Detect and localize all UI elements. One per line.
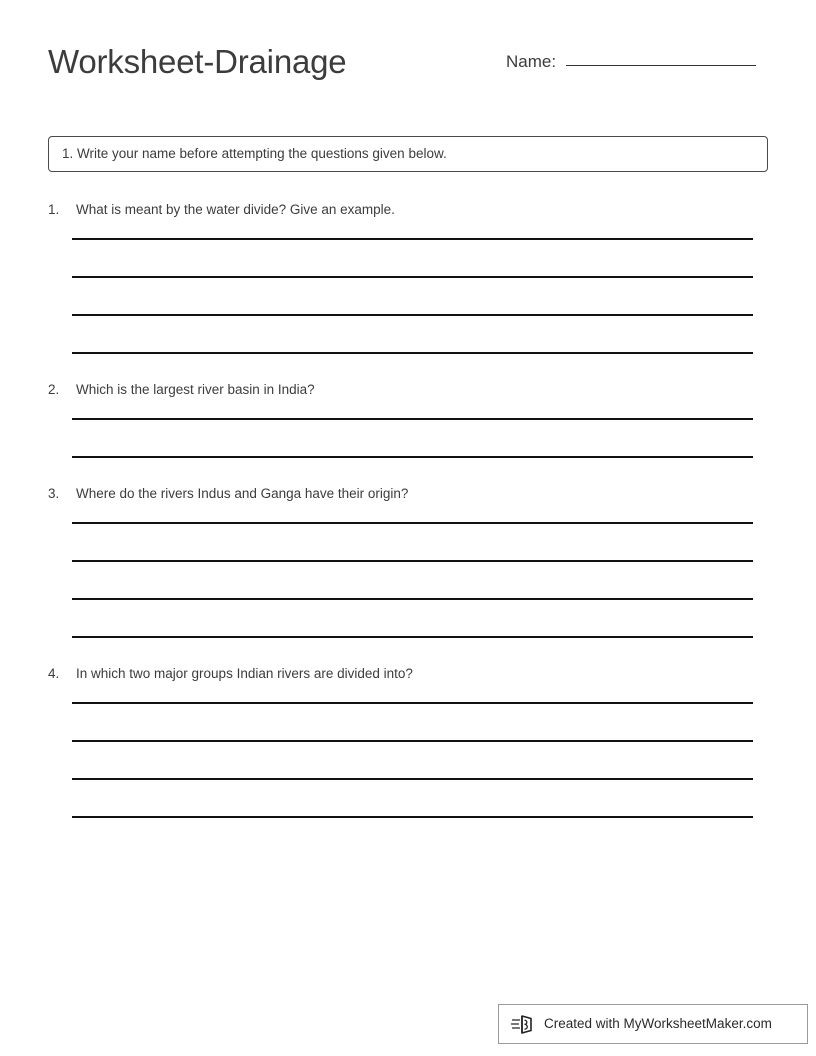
question-block	[48, 664, 768, 818]
answer-line[interactable]	[72, 816, 753, 818]
answer-line[interactable]	[72, 276, 753, 278]
question-number: 3.	[48, 486, 60, 501]
answer-line[interactable]	[72, 778, 753, 780]
answer-lines	[72, 522, 768, 638]
question-spacer	[48, 638, 768, 664]
question-text: Which is the largest river basin in India?	[76, 382, 315, 397]
footer-badge[interactable]	[498, 1004, 808, 1044]
answer-line[interactable]	[72, 238, 753, 240]
question-text: What is meant by the water divide? Give an example.	[76, 202, 395, 217]
question-spacer	[48, 354, 768, 380]
question-text: Where do the rivers Indus and Ganga have their origin?	[76, 486, 409, 501]
question-row	[48, 664, 768, 684]
answer-line[interactable]	[72, 456, 753, 458]
name-input-line[interactable]	[566, 65, 756, 66]
instruction-box	[48, 136, 768, 172]
worksheet-header	[48, 42, 768, 98]
worksheet-maker-logo-icon	[511, 1013, 537, 1035]
question-number: 1.	[48, 202, 60, 217]
answer-line[interactable]	[72, 636, 753, 638]
question-row	[48, 484, 768, 504]
question-number: 4.	[48, 666, 60, 681]
name-label: Name:	[506, 52, 557, 71]
question-text: In which two major groups Indian rivers are divided into?	[76, 666, 413, 681]
name-field-group	[506, 51, 756, 73]
question-block	[48, 200, 768, 354]
answer-lines	[72, 702, 768, 818]
question-block	[48, 484, 768, 638]
answer-line[interactable]	[72, 598, 753, 600]
answer-line[interactable]	[72, 702, 753, 704]
question-spacer	[48, 458, 768, 484]
answer-line[interactable]	[72, 560, 753, 562]
question-row	[48, 200, 768, 220]
question-block	[48, 380, 768, 458]
questions-list	[48, 200, 768, 818]
answer-line[interactable]	[72, 740, 753, 742]
answer-line[interactable]	[72, 314, 753, 316]
question-row	[48, 380, 768, 400]
question-number: 2.	[48, 382, 60, 397]
footer-badge-text: Created with MyWorksheetMaker.com	[544, 1016, 772, 1031]
answer-line[interactable]	[72, 352, 753, 354]
page-title: Worksheet-Drainage	[48, 43, 347, 80]
answer-line[interactable]	[72, 522, 753, 524]
answer-line[interactable]	[72, 418, 753, 420]
answer-lines	[72, 238, 768, 354]
instruction-text: 1. Write your name before attempting the questions given below.	[62, 146, 447, 161]
answer-lines	[72, 418, 768, 458]
